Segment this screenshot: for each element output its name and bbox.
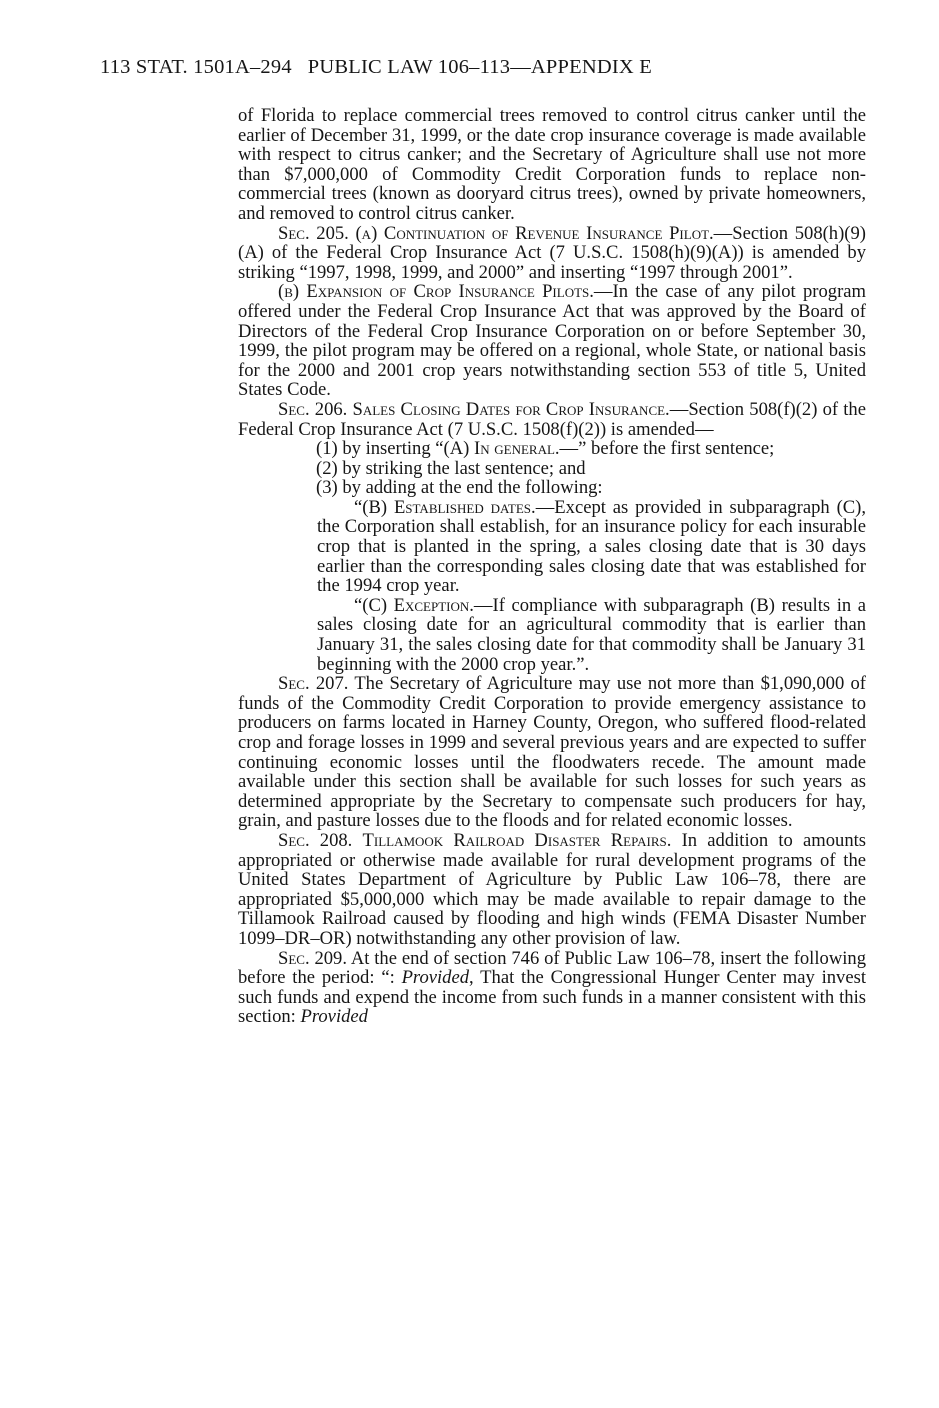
section-206-item-1: (1) by inserting “(A) In general.—” before the first sentence;	[316, 438, 775, 460]
subparagraph-c-heading: Exception	[393, 594, 470, 616]
section-206-item-3: (3) by adding at the end the following:	[316, 477, 603, 499]
section-207-paragraph	[238, 674, 866, 831]
section-205-b-heading: (b) Expansion of Crop Insurance Pilots.—	[278, 281, 613, 303]
quoted-subparagraph-c: “(C) Exception.—If compliance with subparagraph (B) results in a sales closing date for an agricultural commodity that is earlier than January 31, the sales closing date for that commodity shall be January 31 beginning with the 2000 crop year.”.	[317, 594, 867, 675]
item-1-inserted-heading: In general	[474, 438, 555, 460]
section-205-b-text: In the case of any pilot program offered under the Federal Crop Insurance Act that was approved by the Board of Directors of the Federal Crop Insurance Corporation on or before September 30, 1999, the pilot program may be offered on a regional, whole State, or national basis for the 2000 and 2001 crop years notwithstanding section 553 of title 5, United States Code.	[238, 281, 866, 401]
section-205-paragraph-b	[238, 282, 866, 400]
section-206-paragraph	[238, 400, 866, 439]
section-205-paragraph-a	[238, 224, 866, 283]
section-207-text: The Secretary of Agriculture may use not more than $1,090,000 of funds of the Commodity Credit Corporation to provide emergency assistance to producers on farms located in Harney County, Oregon, who suffered flood-related crop and forage losses in 1999 and several previous years and are expected to suffer continuing economic losses until the floodwaters recede. The amount made available under this section shall be available for such losses for such years as determined appropriate by the Secretary to compensate such producers for hay, grain, and pasture losses due to the floods and for related economic losses.	[238, 673, 866, 832]
section-208-heading: Tillamook Railroad Disaster Repairs.	[362, 829, 672, 851]
section-209-paragraph: Sec. 209. At the end of section 746 of Public Law 106–78, insert the following before the period: “: Provided, That the Congressional Hunger Center may invest such funds and expend the income from such funds in a manner consistent with this section: Provided	[238, 947, 867, 1028]
public-law-title: PUBLIC LAW 106–113—APPENDIX E	[307, 56, 652, 78]
section-206-heading: Sales Closing Dates for Crop Insurance.	[352, 398, 670, 420]
quoted-subparagraph-b: “(B) Established dates.—Except as provided in subparagraph (C), the Corporation shall establish, for an insurance policy for each insurable crop that is planted in the spring, a sales closing date that is 30 days earlier than the corresponding sales closing date that was established for the 1994 crop year.	[317, 496, 866, 597]
section-206-number: Sec. 206.	[278, 398, 348, 420]
provided-proviso-1: Provided	[401, 967, 470, 989]
section-209-number: Sec. 209.	[278, 947, 347, 969]
section-208-paragraph	[238, 831, 866, 949]
section-205-a-heading: (a) Continuation of Revenue Insurance Pilot.—	[355, 222, 733, 244]
page-body	[238, 106, 866, 1027]
section-206-item-2: (2) by striking the last sentence; and	[316, 457, 586, 479]
continuation-paragraph: of Florida to replace commercial trees removed to control citrus canker until the earlier of December 31, 1999, or the date crop insurance coverage is made available with respect to citrus canker; and the Secretary of Agriculture shall use not more than $7,000,000 of Commodity Credit Corporation funds to replace non-commercial trees (known as dooryard citrus trees), owned by private homeowners, and removed to control citrus canker.	[238, 105, 866, 224]
provided-proviso-2: Provided	[300, 1006, 368, 1028]
section-205-number: Sec. 205.	[278, 222, 349, 244]
section-206-text: —Section 508(f)(2) of the Federal Crop Insurance Act (7 U.S.C. 1508(f)(2)) is amended—	[238, 398, 866, 440]
section-207-number: Sec. 207.	[278, 673, 349, 695]
running-header	[100, 56, 652, 79]
statute-page-number: 113 STAT. 1501A–294	[100, 56, 292, 78]
section-208-number: Sec. 208.	[278, 829, 353, 851]
section-208-text: In addition to amounts appropriated or otherwise made available for rural development programs of the United States Department of Agriculture by Public Law 106–78, there are appropriated $5,000,000 which may be made available to repair damage to the Tillamook Railroad caused by flooding and high winds (FEMA Disaster Number 1099–DR–OR) notwithstanding any other provision of law.	[238, 829, 867, 949]
subparagraph-b-heading: Established dates	[393, 496, 532, 518]
section-205-a-text: Section 508(h)(9)(A) of the Federal Crop Insurance Act (7 U.S.C. 1508(h)(9)(A)) is amended by striking “1997, 1998, 1999, and 2000” and inserting “1997 through 2001”.	[238, 222, 866, 283]
